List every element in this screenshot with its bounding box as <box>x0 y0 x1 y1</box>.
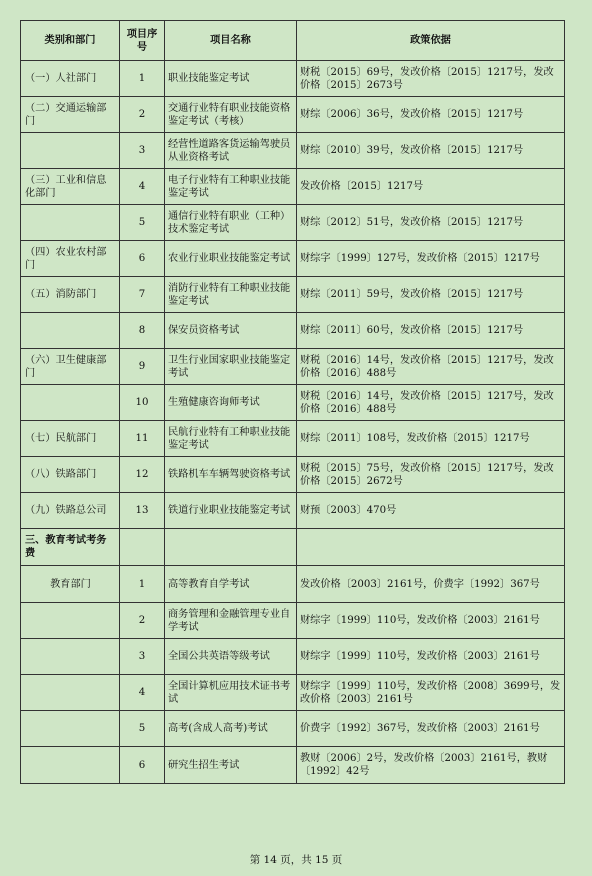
cell-name <box>165 529 297 566</box>
cell-category: （七）民航部门 <box>21 421 120 457</box>
cell-category: （六）卫生健康部门 <box>21 349 120 385</box>
header-basis: 政策依据 <box>297 21 565 61</box>
cell-category: （三）工业和信息化部门 <box>21 169 120 205</box>
cell-name: 高考(含成人高考)考试 <box>165 711 297 747</box>
cell-number: 6 <box>120 241 165 277</box>
cell-number: 6 <box>120 747 165 784</box>
cell-basis: 发改价格〔2003〕2161号，价费字〔1992〕367号 <box>297 566 565 603</box>
cell-category: （八）铁路部门 <box>21 457 120 493</box>
page-footer: 第 14 页，共 15 页 <box>249 854 343 866</box>
cell-category: 教育部门 <box>21 566 120 603</box>
table-row <box>21 675 565 711</box>
cell-basis: 财综〔2011〕108号，发改价格〔2015〕1217号 <box>297 421 565 457</box>
table-row <box>21 169 565 205</box>
cell-basis: 财综字〔1999〕127号，发改价格〔2015〕1217号 <box>297 241 565 277</box>
cell-name: 交通行业特有职业技能资格鉴定考试（考核） <box>165 97 297 133</box>
cell-basis: 财综字〔1999〕110号，发改价格〔2003〕2161号 <box>297 639 565 675</box>
header-number: 项目序号 <box>120 21 165 61</box>
cell-name: 卫生行业国家职业技能鉴定考试 <box>165 349 297 385</box>
cell-name: 保安员资格考试 <box>165 313 297 349</box>
policy-table <box>20 20 565 784</box>
cell-name: 铁路机车车辆驾驶资格考试 <box>165 457 297 493</box>
cell-basis <box>297 529 565 566</box>
cell-category <box>21 711 120 747</box>
cell-basis: 发改价格〔2015〕1217号 <box>297 169 565 205</box>
cell-category: （四）农业农村部门 <box>21 241 120 277</box>
cell-basis: 财税〔2015〕75号，发改价格〔2015〕1217号，发改价格〔2015〕2672号 <box>297 457 565 493</box>
table-row <box>21 639 565 675</box>
header-category: 类别和部门 <box>21 21 120 61</box>
table-row <box>21 603 565 639</box>
cell-name: 铁道行业职业技能鉴定考试 <box>165 493 297 529</box>
cell-category: （五）消防部门 <box>21 277 120 313</box>
cell-basis: 财综〔2012〕51号，发改价格〔2015〕1217号 <box>297 205 565 241</box>
cell-basis: 财综〔2011〕59号，发改价格〔2015〕1217号 <box>297 277 565 313</box>
cell-name: 商务管理和金融管理专业自学考试 <box>165 603 297 639</box>
cell-number: 1 <box>120 61 165 97</box>
cell-name: 农业行业职业技能鉴定考试 <box>165 241 297 277</box>
cell-name: 高等教育自学考试 <box>165 566 297 603</box>
table-row <box>21 747 565 784</box>
table-row <box>21 133 565 169</box>
cell-number: 9 <box>120 349 165 385</box>
cell-category <box>21 385 120 421</box>
cell-category: （一）人社部门 <box>21 61 120 97</box>
cell-basis: 财税〔2016〕14号，发改价格〔2015〕1217号，发改价格〔2016〕488号 <box>297 349 565 385</box>
table-row <box>21 385 565 421</box>
cell-number: 2 <box>120 97 165 133</box>
cell-category: （二）交通运输部门 <box>21 97 120 133</box>
cell-basis: 价费字〔1992〕367号，发改价格〔2003〕2161号 <box>297 711 565 747</box>
cell-basis: 教财〔2006〕2号，发改价格〔2003〕2161号，教财〔1992〕42号 <box>297 747 565 784</box>
cell-basis: 财综字〔1999〕110号，发改价格〔2003〕2161号 <box>297 603 565 639</box>
cell-name: 全国计算机应用技术证书考试 <box>165 675 297 711</box>
cell-basis: 财预〔2003〕470号 <box>297 493 565 529</box>
cell-basis: 财综〔2006〕36号，发改价格〔2015〕1217号 <box>297 97 565 133</box>
cell-number: 10 <box>120 385 165 421</box>
cell-number: 4 <box>120 675 165 711</box>
table-row <box>21 241 565 277</box>
table-row <box>21 457 565 493</box>
cell-category: （九）铁路总公司 <box>21 493 120 529</box>
cell-name: 研究生招生考试 <box>165 747 297 784</box>
cell-number: 3 <box>120 133 165 169</box>
table-row <box>21 349 565 385</box>
cell-number: 7 <box>120 277 165 313</box>
cell-number: 2 <box>120 603 165 639</box>
table-row <box>21 277 565 313</box>
cell-name: 电子行业特有工种职业技能鉴定考试 <box>165 169 297 205</box>
cell-name: 通信行业特有职业（工种）技术鉴定考试 <box>165 205 297 241</box>
cell-number: 12 <box>120 457 165 493</box>
cell-basis: 财综〔2011〕60号，发改价格〔2015〕1217号 <box>297 313 565 349</box>
cell-category: 三、教育考试考务费 <box>21 529 120 566</box>
cell-category <box>21 639 120 675</box>
cell-name: 职业技能鉴定考试 <box>165 61 297 97</box>
table-row <box>21 711 565 747</box>
cell-basis: 财税〔2016〕14号，发改价格〔2015〕1217号，发改价格〔2016〕488号 <box>297 385 565 421</box>
table-row <box>21 61 565 97</box>
cell-name: 生殖健康咨询师考试 <box>165 385 297 421</box>
cell-category <box>21 675 120 711</box>
cell-name: 经营性道路客货运输驾驶员从业资格考试 <box>165 133 297 169</box>
cell-category <box>21 747 120 784</box>
cell-number: 13 <box>120 493 165 529</box>
cell-name: 全国公共英语等级考试 <box>165 639 297 675</box>
table-row <box>21 529 565 566</box>
cell-basis: 财综字〔1999〕110号，发改价格〔2008〕3699号，发改价格〔2003〕2161号 <box>297 675 565 711</box>
cell-category <box>21 313 120 349</box>
table-row <box>21 566 565 603</box>
cell-category <box>21 205 120 241</box>
cell-number: 3 <box>120 639 165 675</box>
header-name: 项目名称 <box>165 21 297 61</box>
cell-number: 5 <box>120 711 165 747</box>
table-header-row <box>21 21 565 61</box>
table-row <box>21 313 565 349</box>
cell-basis: 财综〔2010〕39号，发改价格〔2015〕1217号 <box>297 133 565 169</box>
cell-name: 消防行业特有工种职业技能鉴定考试 <box>165 277 297 313</box>
table-row <box>21 421 565 457</box>
cell-basis: 财税〔2015〕69号，发改价格〔2015〕1217号，发改价格〔2015〕2673号 <box>297 61 565 97</box>
cell-number: 1 <box>120 566 165 603</box>
cell-number <box>120 529 165 566</box>
cell-name: 民航行业特有工种职业技能鉴定考试 <box>165 421 297 457</box>
table-row <box>21 493 565 529</box>
cell-number: 8 <box>120 313 165 349</box>
cell-category <box>21 603 120 639</box>
cell-number: 11 <box>120 421 165 457</box>
table-row <box>21 97 565 133</box>
table-row <box>21 205 565 241</box>
cell-number: 5 <box>120 205 165 241</box>
cell-number: 4 <box>120 169 165 205</box>
cell-category <box>21 133 120 169</box>
